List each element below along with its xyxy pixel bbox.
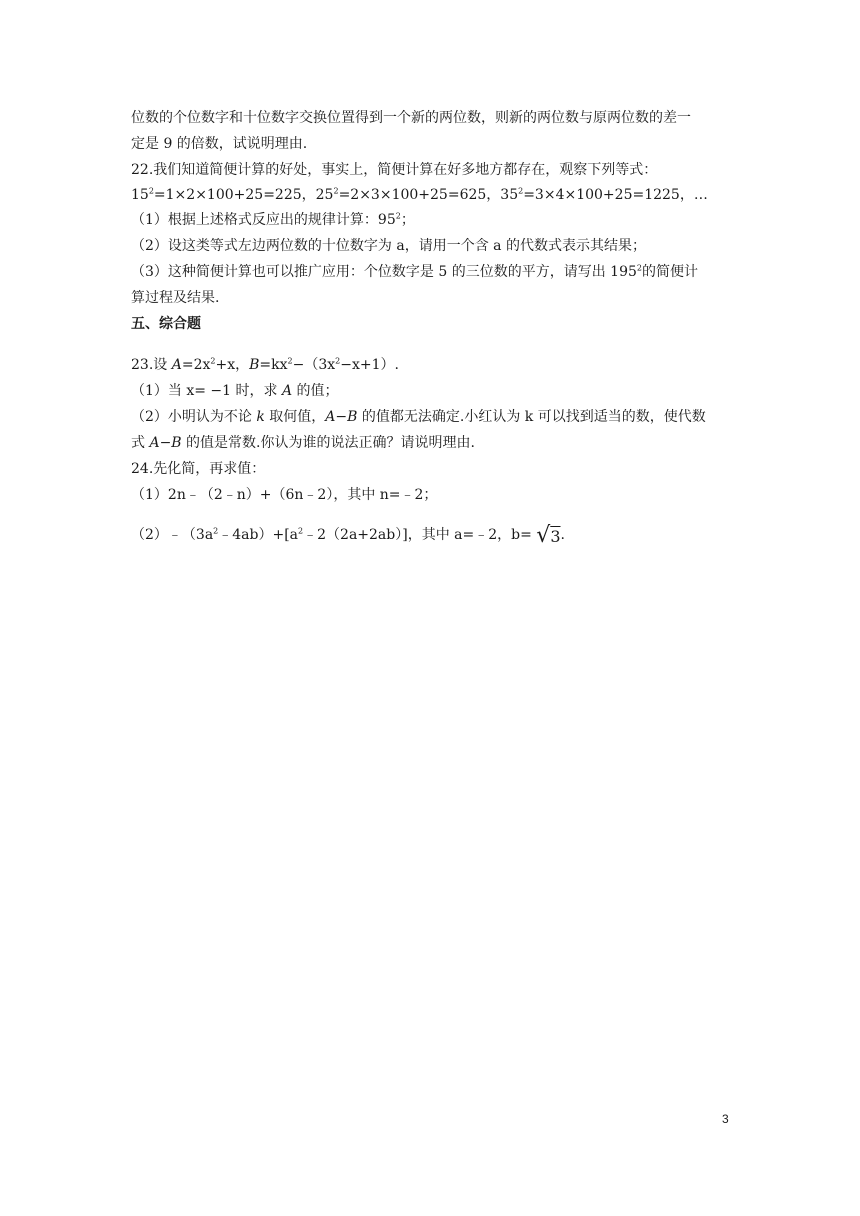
question-23-part-2-cont: 式 A−B 的值是常数.你认为谁的说法正确？请说明理由. bbox=[131, 435, 475, 451]
square-root-symbol: √3 bbox=[536, 523, 561, 548]
question-22-part-1: （1）根据上述格式反应出的规律计算：$95^2$； bbox=[131, 211, 415, 228]
question-23: 23.设 $A=2x^2+x$，$B=kx^2-(3x^2-x+1)$. bbox=[131, 356, 399, 373]
question-22-equations: $15^2=1\times 2\times 100+25=225$，$25^2=2\times 3\times 100+25=625$，$35^2=3\times 4\times 100+25=1225$，… bbox=[131, 186, 708, 203]
question-24: 24.先化简，再求值： bbox=[131, 461, 266, 477]
question-22-part-3: （3）这种简便计算也可以推广应用：个位数字是 5 的三位数的平方，请写出 $195^2$的简便计 bbox=[131, 263, 698, 280]
text-line: 定是 9 的倍数，试说明理由. bbox=[131, 136, 308, 152]
question-24-part-1: （1）2n﹣（2﹣n）+（6n﹣2），其中 n=﹣2； bbox=[131, 487, 438, 503]
question-22-part-3-cont: 算过程及结果. bbox=[131, 290, 220, 306]
text-line: 位数的个位数字和十位数字交换位置得到一个新的两位数，则新的两位数与原两位数的差一 bbox=[131, 110, 691, 126]
question-23-part-2: （2）小明认为不论 k 取何值，A−B 的值都无法确定.小红认为 k 可以找到适当的数，使代数 bbox=[131, 409, 706, 425]
question-22-part-2: （2）设这类等式左边两位数的十位数字为 a，请用一个含 a 的代数式表示其结果； bbox=[131, 238, 646, 254]
question-24-part-2: $(2)﹣(3a^2﹣4ab)+[a^2﹣2(2a+2ab)]$，其中 a=﹣2，b= √3. bbox=[131, 523, 565, 548]
question-22: 22.我们知道简便计算的好处，事实上，简便计算在好多地方都存在，观察下列等式： bbox=[131, 162, 658, 178]
page-number: 3 bbox=[722, 1112, 729, 1126]
question-23-part-1: （1）当 x= −1 时，求 A 的值； bbox=[131, 383, 339, 399]
section-heading: 五、综合题 bbox=[131, 316, 201, 332]
